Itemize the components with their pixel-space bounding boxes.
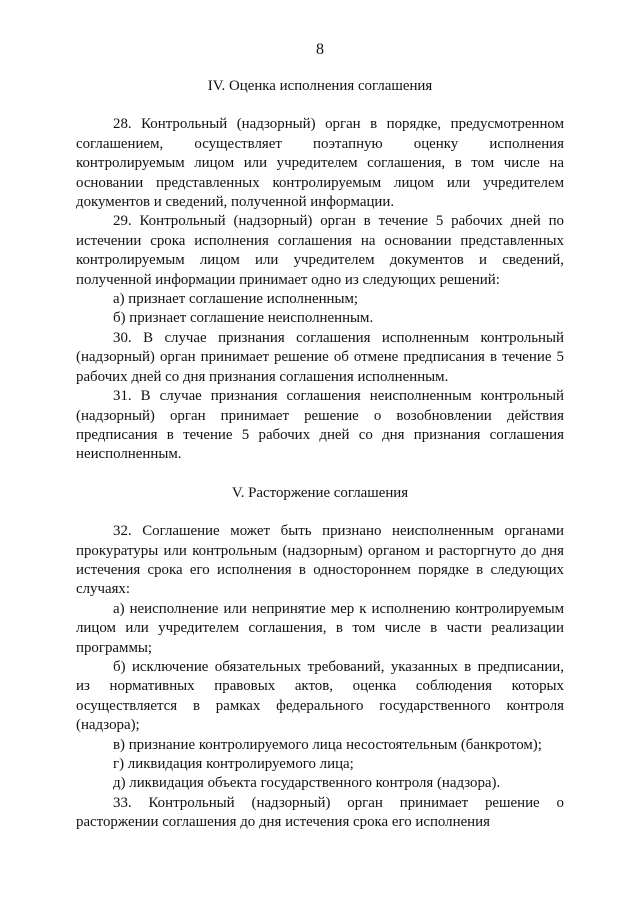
- clause-31: 31. В случае признания соглашения неисполненным контрольный (надзорный) орган принимает решение о возобновлении действия предписания в течение 5 рабочих дней со дня признания соглашения неисполненным.: [76, 388, 564, 463]
- clause-32-item-g: г) ликвидация контролируемого лица;: [113, 756, 354, 772]
- clause-32: 32. Соглашение может быть признано неисполненным органами прокуратуры или контрольным (надзорным) органом и расторгнуто до дня истечения срока его исполнения в одностороннем порядке в следующих случаях:: [76, 523, 564, 598]
- clause-32-item-b: б) исключение обязательных требований, указанных в предписании, из нормативных правовых актов, оценка соблюдения которых осуществляется в рамках федерального государственного контроля (надзора);: [76, 658, 564, 734]
- clause-29-item-b: б) признает соглашение неисполненным.: [113, 310, 374, 327]
- page-number: 8: [316, 41, 324, 58]
- clause-33: 33. Контрольный (надзорный) орган принимает решение о расторжении соглашения до дня истечения срока его исполнения: [76, 794, 564, 831]
- section-heading-v: V. Расторжение соглашения: [231, 484, 409, 501]
- document-body: [76, 77, 564, 833]
- clause-30: 30. В случае признания соглашения исполненным контрольный (надзорный) орган принимает решение об отмене предписания в течение 5 рабочих дней со дня признания соглашения исполненным.: [76, 329, 564, 385]
- section-heading-iv: IV. Оценка исполнения соглашения: [207, 78, 433, 94]
- clause-28: 28. Контрольный (надзорный) орган в порядке, предусмотренном соглашением, осуществляет поэтапную оценку исполнения контролируемым лицом или учредителем соглашения, в том числе на основании представленных контролируемым лицом или учредителем документов и сведений, полученной информации.: [76, 116, 564, 211]
- clause-32-item-d: д) ликвидация объекта государственного контроля (надзора).: [113, 775, 501, 792]
- clause-32-item-a: а) неисполнение или непринятие мер к исполнению контролируемым лицом или учредителем соглашения, в том числе в части реализации программы;: [76, 600, 564, 656]
- clause-29: 29. Контрольный (надзорный) орган в течение 5 рабочих дней по истечении срока исполнения соглашения на основании представленных контролируемым лицом или учредителем документов и сведений, полученной информации принимает одно из следующих решений:: [76, 213, 564, 288]
- clause-32-item-v: в) признание контролируемого лица несостоятельным (банкротом);: [113, 736, 542, 753]
- clause-29-item-a: а) признает соглашение исполненным;: [113, 291, 359, 308]
